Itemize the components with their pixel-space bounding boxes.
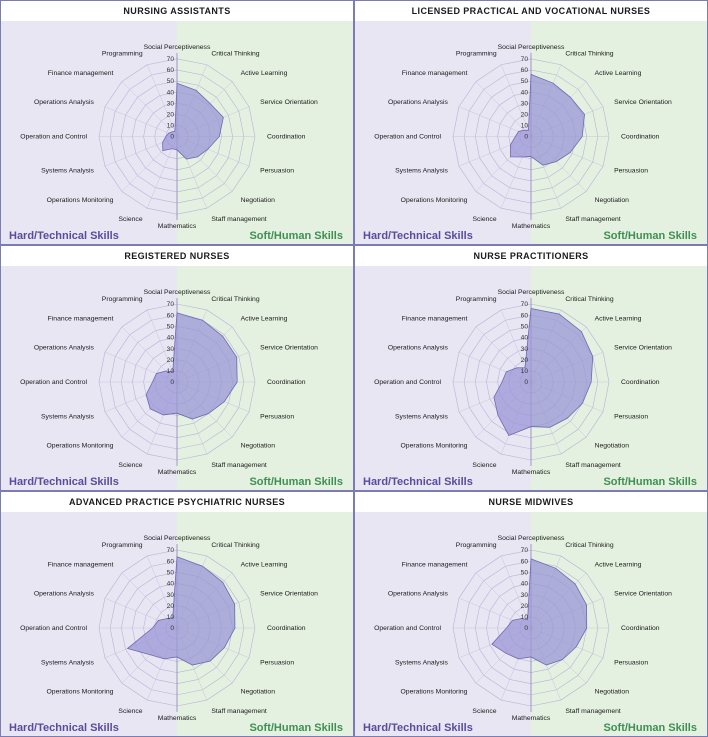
axis-tick-label: 30 xyxy=(520,100,528,108)
axis-tick-label: 20 xyxy=(520,602,528,610)
category-label: Persuasion xyxy=(614,413,649,421)
axis-tick-label: 30 xyxy=(166,100,174,108)
panel-title: LICENSED PRACTICAL AND VOCATIONAL NURSES xyxy=(355,1,707,21)
category-label: Operation and Control xyxy=(374,625,441,632)
axis-tick-label: 40 xyxy=(520,89,528,97)
category-label: Critical Thinking xyxy=(211,295,260,303)
radar-series-area xyxy=(510,74,584,165)
category-label: Active Learning xyxy=(240,315,288,323)
axis-tick-label: 50 xyxy=(166,78,174,86)
radar-svg xyxy=(1,512,353,736)
axis-tick-label: 60 xyxy=(166,558,174,566)
category-label: Service Orientation xyxy=(260,344,318,352)
category-label: Finance management xyxy=(401,315,468,323)
axis-tick-label: 50 xyxy=(166,569,174,577)
radar-series-area xyxy=(128,557,235,665)
axis-tick-label: 0 xyxy=(524,133,528,141)
radar-plot-area xyxy=(355,21,707,244)
category-label: Finance management xyxy=(47,315,114,323)
radar-plot-area xyxy=(1,266,353,490)
category-label: Critical Thinking xyxy=(565,295,614,303)
category-label: Programming xyxy=(101,541,143,549)
soft-skills-label: Soft/Human Skills xyxy=(249,476,343,488)
category-label: Critical Thinking xyxy=(211,541,260,549)
category-label: Operations Monitoring xyxy=(46,688,114,696)
category-label: Staff management xyxy=(211,708,267,716)
category-label: Persuasion xyxy=(260,413,295,421)
axis-tick-label: 0 xyxy=(170,133,174,141)
category-label: Programming xyxy=(455,295,497,303)
radar-svg xyxy=(355,21,707,244)
category-label: Finance management xyxy=(401,561,468,569)
radar-svg xyxy=(1,21,353,244)
axis-tick-label: 20 xyxy=(166,602,174,610)
category-label: Staff management xyxy=(565,462,621,470)
axis-tick-label: 30 xyxy=(520,591,528,599)
hard-skills-label: Hard/Technical Skills xyxy=(363,230,473,242)
category-label: Operation and Control xyxy=(20,379,87,386)
hard-skills-label: Hard/Technical Skills xyxy=(9,722,119,734)
soft-skills-label: Soft/Human Skills xyxy=(603,230,697,242)
radar-svg xyxy=(1,266,353,490)
category-label: Operations Analysis xyxy=(33,590,94,598)
category-label: Mathematics xyxy=(157,469,197,476)
panel-title: NURSING ASSISTANTS xyxy=(1,1,353,21)
category-label: Systems Analysis xyxy=(41,659,94,667)
category-label: Mathematics xyxy=(157,223,197,231)
axis-tick-label: 60 xyxy=(520,558,528,566)
category-label: Operations Analysis xyxy=(387,344,448,352)
axis-tick-label: 60 xyxy=(520,67,528,75)
category-label: Active Learning xyxy=(594,315,642,323)
axis-tick-label: 10 xyxy=(166,368,174,376)
axis-tick-label: 0 xyxy=(524,379,528,387)
category-label: Negotiation xyxy=(240,688,275,696)
axis-tick-label: 70 xyxy=(520,547,528,555)
axis-tick-label: 50 xyxy=(520,569,528,577)
category-label: Operation and Control xyxy=(374,379,441,386)
category-label: Operation and Control xyxy=(374,133,441,141)
axis-tick-label: 70 xyxy=(166,56,174,64)
radar-panel xyxy=(0,491,354,737)
category-label: Mathematics xyxy=(511,469,551,476)
category-label: Programming xyxy=(101,50,143,58)
hard-skills-label: Hard/Technical Skills xyxy=(363,722,473,734)
axis-tick-label: 60 xyxy=(520,312,528,320)
category-label: Operations Analysis xyxy=(387,590,448,598)
category-label: Persuasion xyxy=(260,659,295,667)
category-label: Systems Analysis xyxy=(395,659,448,667)
axis-tick-label: 10 xyxy=(520,368,528,376)
category-label: Finance management xyxy=(47,70,114,78)
category-label: Operations Monitoring xyxy=(400,688,468,696)
axis-tick-label: 30 xyxy=(166,591,174,599)
category-label: Systems Analysis xyxy=(395,413,448,421)
radar-panel xyxy=(0,0,354,245)
panel-title: REGISTERED NURSES xyxy=(1,246,353,266)
category-label: Staff management xyxy=(565,708,621,716)
category-label: Service Orientation xyxy=(260,590,318,598)
category-label: Operations Analysis xyxy=(33,99,94,107)
category-label: Operations Monitoring xyxy=(46,442,114,450)
radar-panel xyxy=(0,245,354,491)
category-label: Operations Monitoring xyxy=(46,196,114,204)
category-label: Social Perceptiveness xyxy=(143,43,211,51)
category-label: Negotiation xyxy=(240,442,275,450)
axis-tick-label: 20 xyxy=(520,111,528,119)
hard-skills-label: Hard/Technical Skills xyxy=(9,230,119,242)
category-label: Persuasion xyxy=(260,167,295,175)
axis-tick-label: 30 xyxy=(166,345,174,353)
axis-tick-label: 0 xyxy=(170,625,174,633)
axis-tick-label: 70 xyxy=(166,547,174,555)
category-label: Coordination xyxy=(267,379,306,386)
category-label: Operations Monitoring xyxy=(400,442,468,450)
category-label: Science xyxy=(472,462,497,470)
category-label: Staff management xyxy=(211,216,267,224)
category-label: Systems Analysis xyxy=(41,167,94,175)
radar-panel xyxy=(354,491,708,737)
axis-tick-label: 0 xyxy=(524,625,528,633)
category-label: Coordination xyxy=(621,379,660,386)
radar-panel xyxy=(354,0,708,245)
category-label: Coordination xyxy=(267,625,306,632)
axis-tick-label: 50 xyxy=(166,323,174,331)
category-label: Coordination xyxy=(621,133,660,141)
category-label: Service Orientation xyxy=(614,344,672,352)
soft-skills-label: Soft/Human Skills xyxy=(249,230,343,242)
soft-skills-label: Soft/Human Skills xyxy=(603,476,697,488)
category-label: Science xyxy=(472,216,497,224)
category-label: Operations Analysis xyxy=(387,99,448,107)
category-label: Negotiation xyxy=(594,688,629,696)
category-label: Social Perceptiveness xyxy=(497,535,565,542)
category-label: Critical Thinking xyxy=(211,50,260,58)
category-label: Social Perceptiveness xyxy=(497,43,565,51)
axis-tick-label: 70 xyxy=(520,301,528,309)
category-label: Coordination xyxy=(267,133,306,141)
radar-plot-area xyxy=(1,512,353,736)
radar-series-area xyxy=(492,559,587,665)
radar-series-area xyxy=(146,313,237,419)
axis-tick-label: 70 xyxy=(166,301,174,309)
category-label: Science xyxy=(472,708,497,716)
category-label: Active Learning xyxy=(240,70,288,78)
panel-title: NURSE MIDWIVES xyxy=(355,492,707,512)
category-label: Critical Thinking xyxy=(565,50,614,58)
axis-tick-label: 60 xyxy=(166,67,174,75)
category-label: Critical Thinking xyxy=(565,541,614,549)
axis-tick-label: 20 xyxy=(166,111,174,119)
axis-tick-label: 50 xyxy=(520,78,528,86)
panel-title: ADVANCED PRACTICE PSYCHIATRIC NURSES xyxy=(1,492,353,512)
category-label: Social Perceptiveness xyxy=(143,535,211,542)
category-label: Systems Analysis xyxy=(41,413,94,421)
category-label: Service Orientation xyxy=(260,99,318,107)
category-label: Science xyxy=(118,216,143,224)
axis-tick-label: 70 xyxy=(520,56,528,64)
axis-tick-label: 60 xyxy=(166,312,174,320)
category-label: Social Perceptiveness xyxy=(143,289,211,296)
axis-tick-label: 10 xyxy=(520,614,528,622)
axis-tick-label: 40 xyxy=(166,580,174,588)
radar-plot-area xyxy=(1,21,353,244)
category-label: Persuasion xyxy=(614,659,649,667)
category-label: Operation and Control xyxy=(20,625,87,632)
axis-tick-label: 10 xyxy=(520,122,528,130)
axis-tick-label: 20 xyxy=(166,356,174,364)
category-label: Service Orientation xyxy=(614,590,672,598)
category-label: Science xyxy=(118,462,143,470)
radar-svg xyxy=(355,266,707,490)
category-label: Persuasion xyxy=(614,167,649,175)
category-label: Staff management xyxy=(211,462,267,470)
radar-svg xyxy=(355,512,707,736)
radar-series-area xyxy=(494,308,593,435)
radar-plot-area xyxy=(355,266,707,490)
category-label: Coordination xyxy=(621,625,660,632)
category-label: Active Learning xyxy=(240,561,288,569)
category-label: Negotiation xyxy=(240,196,275,204)
category-label: Systems Analysis xyxy=(395,167,448,175)
axis-tick-label: 40 xyxy=(166,89,174,97)
category-label: Programming xyxy=(101,295,143,303)
radar-panel xyxy=(354,245,708,491)
hard-skills-label: Hard/Technical Skills xyxy=(363,476,473,488)
category-label: Finance management xyxy=(401,70,468,78)
category-label: Finance management xyxy=(47,561,114,569)
axis-tick-label: 40 xyxy=(166,334,174,342)
axis-tick-label: 10 xyxy=(166,614,174,622)
category-label: Staff management xyxy=(565,216,621,224)
category-label: Programming xyxy=(455,50,497,58)
category-label: Active Learning xyxy=(594,70,642,78)
radar-plot-area xyxy=(355,512,707,736)
axis-tick-label: 0 xyxy=(170,379,174,387)
category-label: Negotiation xyxy=(594,196,629,204)
hard-skills-label: Hard/Technical Skills xyxy=(9,476,119,488)
axis-tick-label: 50 xyxy=(520,323,528,331)
axis-tick-label: 40 xyxy=(520,334,528,342)
category-label: Operations Monitoring xyxy=(400,196,468,204)
category-label: Operation and Control xyxy=(20,133,87,141)
axis-tick-label: 40 xyxy=(520,580,528,588)
category-label: Programming xyxy=(455,541,497,549)
category-label: Mathematics xyxy=(511,715,551,722)
category-label: Negotiation xyxy=(594,442,629,450)
category-label: Social Perceptiveness xyxy=(497,289,565,296)
category-label: Mathematics xyxy=(511,223,551,231)
panel-title: NURSE PRACTITIONERS xyxy=(355,246,707,266)
axis-tick-label: 10 xyxy=(166,122,174,130)
soft-skills-label: Soft/Human Skills xyxy=(603,722,697,734)
category-label: Mathematics xyxy=(157,715,197,722)
axis-tick-label: 30 xyxy=(520,345,528,353)
category-label: Active Learning xyxy=(594,561,642,569)
axis-tick-label: 20 xyxy=(520,356,528,364)
category-label: Operations Analysis xyxy=(33,344,94,352)
soft-skills-label: Soft/Human Skills xyxy=(249,722,343,734)
category-label: Science xyxy=(118,708,143,716)
category-label: Service Orientation xyxy=(614,99,672,107)
